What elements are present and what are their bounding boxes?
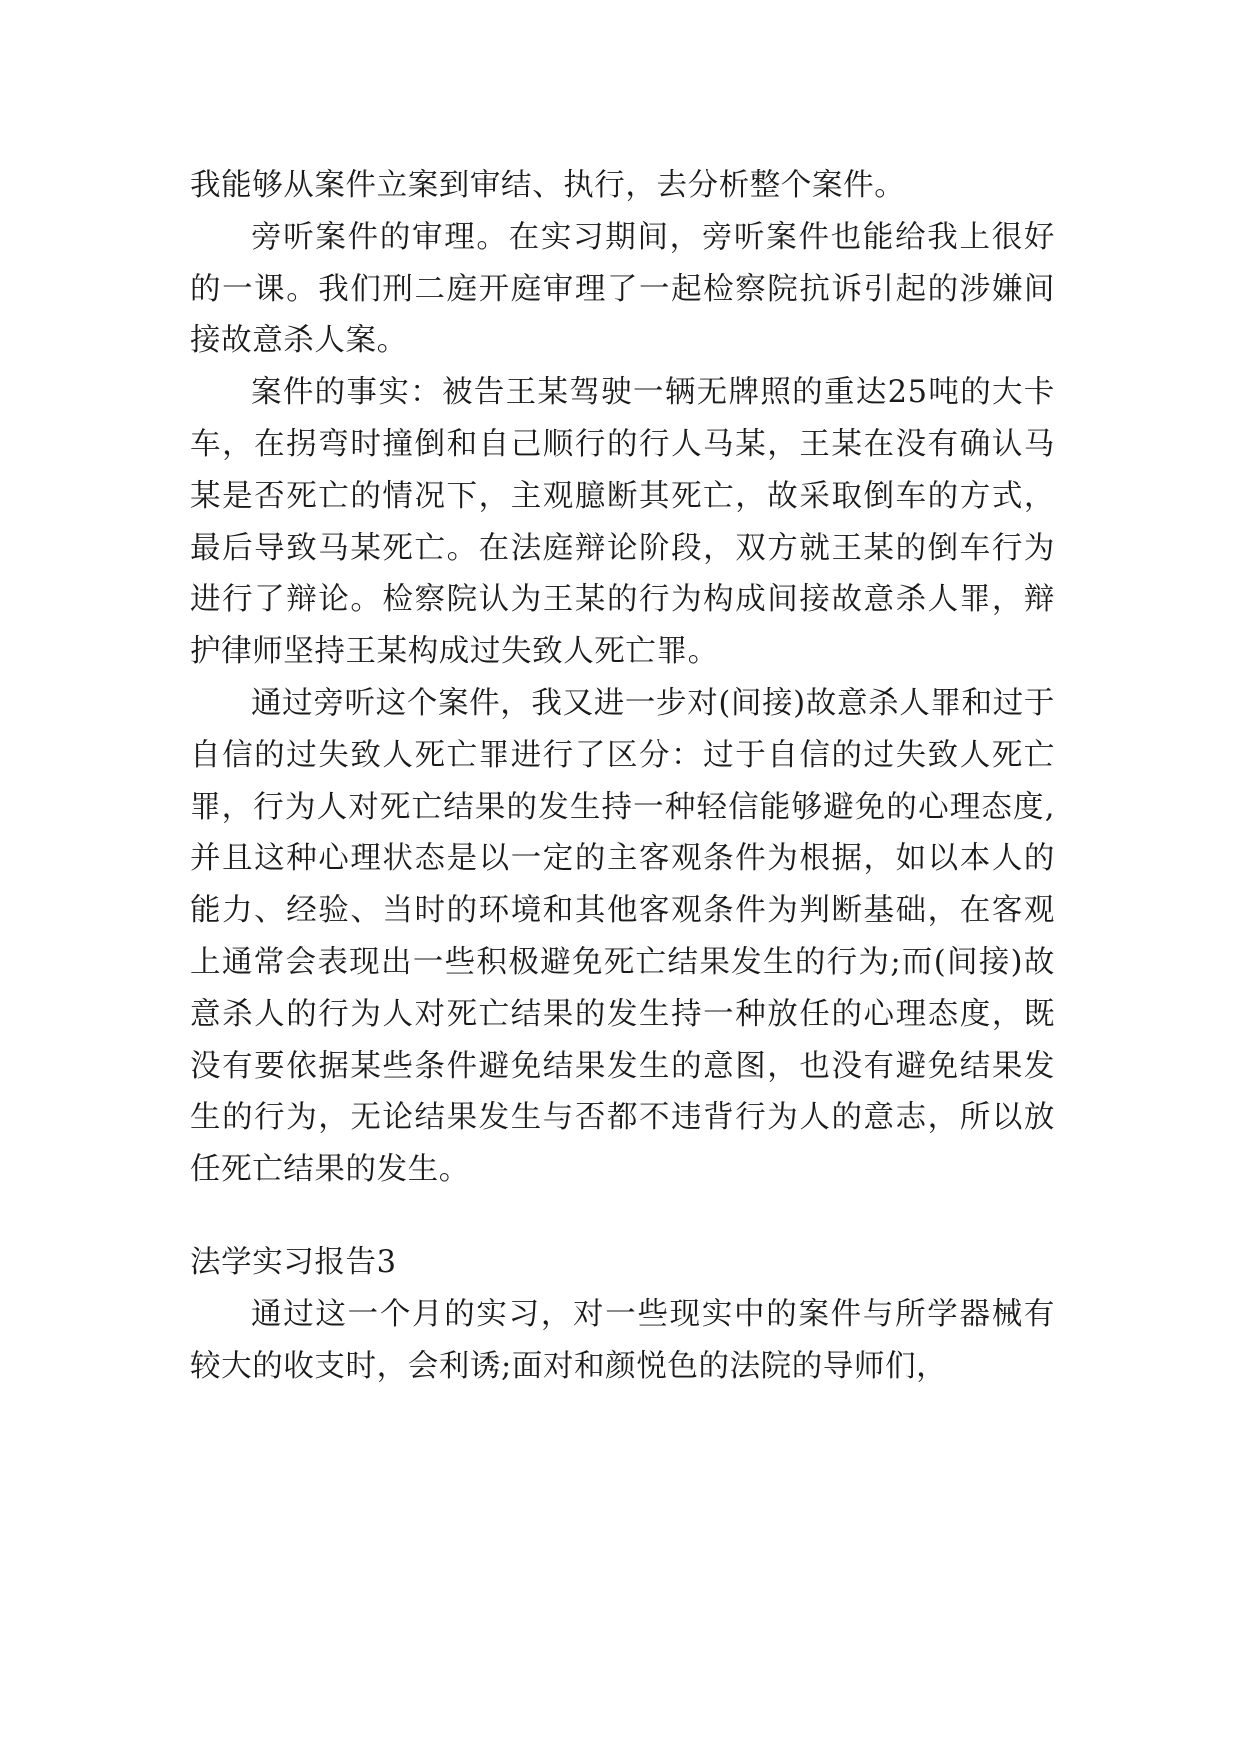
paragraph-crime-distinction: 通过旁听这个案件，我又进一步对(间接)故意杀人罪和过于自信的过失致人死亡罪进行了区分：过于自信的过失致人死亡罪，行为人对死亡结果的发生持一种轻信能够避免的心理态度,并且这种心理状态是以一定的主客观条件为根据，如以本人的能力、经验、当时的环境和其他客观条件为判断基础，在客观上通常会表现出一些积极避免死亡结果发生的行为;而(间接)故意杀人的行为人对死亡结果的发生持一种放任的心理态度，既没有要依据某些条件避免结果发生的意图，也没有避免结果发生的行为，无论结果发生与否都不违背行为人的意志，所以放任死亡结果的发生。 bbox=[190, 685, 1055, 1188]
section-heading: 法学实习报告3 bbox=[190, 1244, 397, 1280]
paragraph-case-analysis: 我能够从案件立案到审结、执行，去分析整个案件。 bbox=[190, 168, 906, 203]
document-body bbox=[190, 160, 1055, 1392]
paragraph-court-hearing: 旁听案件的审理。在实习期间，旁听案件也能给我上很好的一课。我们刑二庭开庭审理了一起检察院抗诉引起的涉嫌间接故意杀人案。 bbox=[190, 219, 1055, 359]
section-spacer bbox=[190, 1196, 1055, 1237]
paragraph-case-facts: 案件的事实：被告王某驾驶一辆无牌照的重达25吨的大卡车，在拐弯时撞倒和自己顺行的行人马某，王某在没有确认马某是否死亡的情况下，主观臆断其死亡，故采取倒车的方式，最后导致马某死亡。在法庭辩论阶段，双方就王某的倒车行为进行了辩论。检察院认为王某的行为构成间接故意杀人罪，辩护律师坚持王某构成过失致人死亡罪。 bbox=[190, 375, 1055, 670]
paragraph-internship-reflection: 通过这一个月的实习，对一些现实中的案件与所学器械有较大的收支时，会利诱;面对和颜悦色的法院的导师们， bbox=[190, 1296, 1055, 1384]
